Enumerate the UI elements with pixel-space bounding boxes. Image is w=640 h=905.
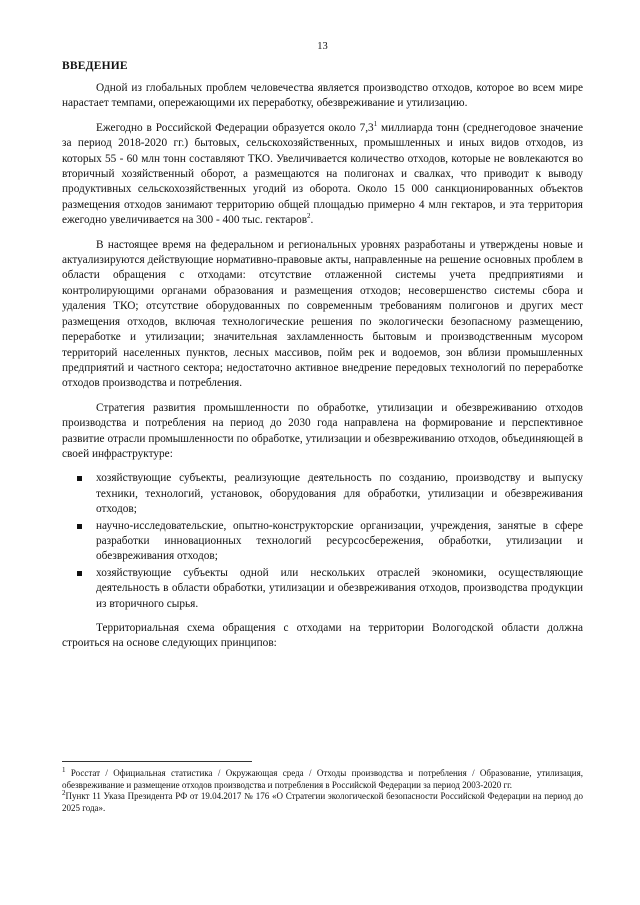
footnote-2 <box>62 791 583 814</box>
list-item-text: хозяйствующие субъекты одной или нескольких отраслей экономики, осуществляющие деятельность в области обработки, утилизации и обезвреживания отходов, производства продукции из вторичного сырья. <box>96 566 583 610</box>
list-item <box>62 566 583 612</box>
square-bullet-icon <box>77 476 82 481</box>
footnote-ref-1: 1 <box>373 120 378 129</box>
list-item-text: научно-исследовательские, опытно-конструкторские организации, учреждения, занятые в сфере разработки инновационных технологий ресурсосбережения, обработки, утилизации и обезвреживания отходов; <box>96 519 583 563</box>
footnote-divider <box>62 761 252 762</box>
footnote-2-mark: 2 <box>62 789 66 798</box>
paragraph-2-part-c: . <box>310 214 314 227</box>
footnote-1-text: Росстат / Официальная статистика / Окружающая среда / Отходы производства и потребления / Образование, утилизация, обезвреживание и размещение отходов производства и потребления в Российской Федерации за период 2003-2020 гг. <box>62 768 583 790</box>
footnotes <box>62 761 583 814</box>
paragraph-2-part-a: Ежегодно в Российской Федерации образуется около 7,3 <box>96 121 374 134</box>
paragraph-2 <box>62 121 583 229</box>
bullet-list <box>62 471 583 612</box>
paragraph-3: В настоящее время на федеральном и региональных уровнях разработаны и утверждены новые и актуализируются действующие нормативно-правовые акты, направленные на решение основных проблем в области обращения с отходами: отсутствие отлаженной системы учета предприятиями и контролирующими органами образования и размещения отходов; несовершенство системы сбора и удаления ТКО; отсутствие оборудованных по современным требованиям полигонов и других мест размещения отходов, включая технологические решения по экологически безопасному размещению, переработке и утилизации; значительная захламленность бытовым и производственным мусором территорий населенных пунктов, лесных массивов, пойм рек и водоемов, зон вблизи промышленных предприятий и частного сектора; недостаточно активное внедрение передовых технологий по переработке отходов производства и потребления. <box>62 238 583 390</box>
paragraph-2-part-b: миллиарда тонн (среднегодовое значение за период 2018-2020 гг.) бытовых, сельскохозяйственных, промышленных и иных видов отходов, из которых 55 - 60 млн тонн составляют ТКО. Увеличивается количество отходов, которые не вовлекаются во вторичный хозяйственный оборот, а размещаются на полигонах и свалках, что приводит к выводу продуктивных сельскохозяйственных угодий из оборота. Около 15 000 санкционированных объектов размещения отходов занимают территорию общей площадью примерно 4 млн гектаров, и эта территория ежегодно увеличивается на 300 - 400 тыс. гектаров <box>62 121 583 227</box>
paragraph-5: Территориальная схема обращения с отходами на территории Вологодской области должна строиться на основе следующих принципов: <box>62 622 583 650</box>
footnote-ref-2: 2 <box>307 212 311 221</box>
footnote-1-mark: 1 <box>62 766 66 774</box>
paragraph-4: Стратегия развития промышленности по обработке, утилизации и обезвреживанию отходов производства и потребления на период до 2030 года направлена на формирование и перспективное развитие отрасли промышленности по обработке, утилизации и обезвреживанию отходов, объединяющей в своей инфраструктуре: <box>62 401 583 460</box>
page-number: 13 <box>317 41 328 52</box>
footnote-2-text: Пункт 11 Указа Президента РФ от 19.04.2017 № 176 «О Стратегии экологической безопасности Российской Федерации на период до 2025 года». <box>62 791 583 813</box>
list-item-text: хозяйствующие субъекты, реализующие деятельность по созданию, производству и выпуску техники, технологий, установок, оборудования для обработки, утилизации и обезвреживания отходов; <box>96 472 583 516</box>
paragraph-1: Одной из глобальных проблем человечества является производство отходов, которое во всем мире нарастает темпами, опережающими их переработку, обезвреживание и утилизацию. <box>62 82 583 110</box>
list-item <box>62 471 583 517</box>
section-heading: ВВЕДЕНИЕ <box>62 60 128 72</box>
list-item <box>62 519 583 565</box>
square-bullet-icon <box>77 524 82 529</box>
square-bullet-icon <box>77 571 82 576</box>
footnote-1 <box>62 768 583 791</box>
